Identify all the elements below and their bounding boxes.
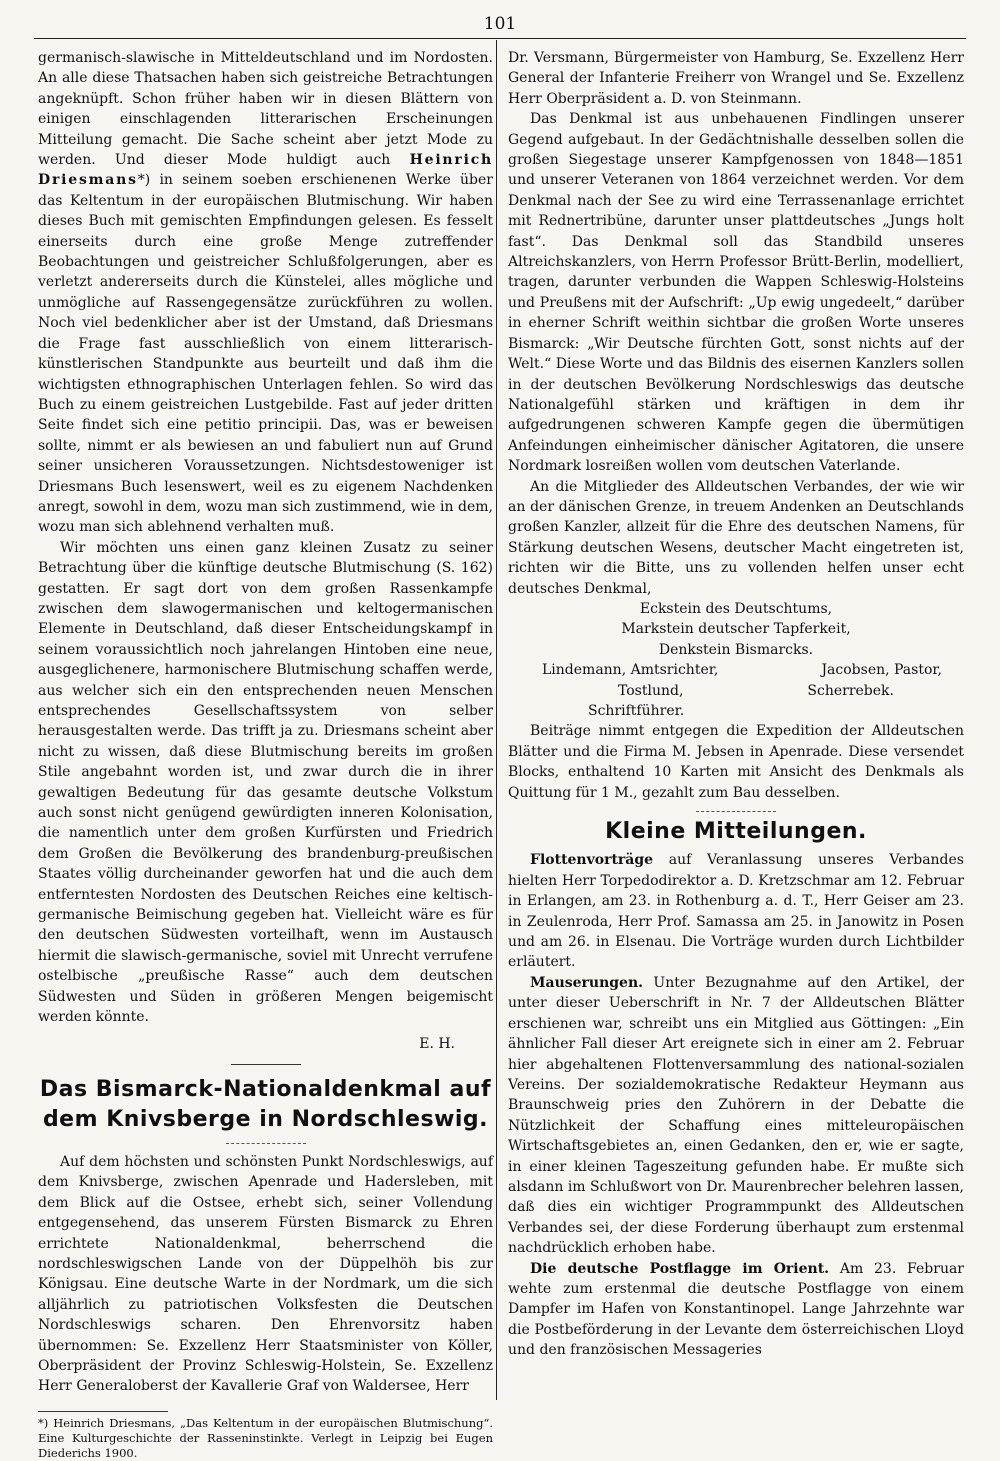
signatory-place: Scherrebek. [807, 682, 894, 699]
section-rule [696, 811, 776, 812]
signatory: Tostlund, [618, 682, 684, 699]
signature: E. H. [419, 1035, 455, 1052]
paragraph: Auf dem höchsten und schönsten Punkt Nordschleswigs, auf dem Knivsberge, zwischen Apenrade und Hadersleben, mit dem Blick auf die Ostsee, erhebt sich, seiner Vollendung entgegensehend, das unserem Fürsten Bismarck zu Ehren errichtete Nationaldenkmal, beherrschend die nordschleswigschen Lande von der Düppelhöh bis zur Königsau. Eine deutsche Warte in der Nordmark, um die sich alljährlich zu patriotischen Volksfesten die Deutschen Nordschleswigs scharen. Den Ehrenvorsitz haben übernommen: Se. Exzellenz Herr Staatsminister von Köller, Oberpräsident der Provinz Schleswig-Holstein, Se. Exzellenz Herr Generaloberst der Kavallerie Graf von Waldersee, Herr [38, 1153, 493, 1395]
page-number: 101 [483, 14, 517, 34]
paragraph-text: Am 23. Februar wehte zum erstenmal die deutsche Postflagge von einem Dampfer im Hafen von Konstantinopel. Lange Jahrzehnte war die Postbeförderung in der Levante dem österreichischen Lloyd und den französischen Messageries [508, 1260, 965, 1359]
footnote: *) Heinrich Driesmans, „Das Keltentum in der europäischen Blutmischung“. Eine Kulturgeschichte der Rasseninstinkte. Verlegt in Leipzig bei Eugen Diederichs 1900. [38, 1415, 493, 1460]
paragraph-text: Unter Bezugnahme auf den Artikel, der unter dieser Ueberschrift in Nr. 7 der Alldeutschen Blätter erschienen war, schreibt uns ein Mitglied aus Göttingen: „Ein ähnlicher Fall dieser Art ereignete sich in einer am 2. Februar hier abgehaltenen Flottenversammlung des national-sozialen Vereins. Der sozialdemokratische Redakteur Heymann aus Braunschweig pries den Zuhörern in der Debatte die Nützlichkeit der Schaffung eines mitteleuropäischen Wirtschaftsgebietes an, einen Gedanken, den er, wie er sagte, in einer kleinen Tageszeitung gefunden habe. Er mußte sich alsdann im Schlußwort von Dr. Maurenbrecher belehren lassen, daß dies ein wichtiger Programmpunkt des Alldeutschen Verbandes sei, der diese Forderung überhaupt zum erstenmal nachdrücklich erhoben habe. [508, 974, 964, 1257]
paragraph: Dr. Versmann, Bürgermeister von Hamburg, Se. Exzellenz Herr General der Infanterie Freiherr von Wrangel und Se. Exzellenz Herr Oberpräsident a. D. von Steinmann. [508, 50, 964, 107]
paragraph-text: *) in seinem soeben erschienenen Werke über das Keltentum in der europäischen Blutmischung. Wir haben dieses Buch mit gemischten Empfindungen gelesen. Es fesselt einerseits durch eine große Menge zutreffender Beobachtungen und geistreicher Schlußfolgerungen, aber es verletzt andererseits durch die Künstelei, alles mögliche und unmögliche auf Rassengegensätze zurückführen zu wollen. Noch viel bedenklicher aber ist der Umstand, daß Driesmans die Frage fast ausschließlich von einem litterarisch-künstlerischen Standpunkte aus beurteilt und daß ihm die wichtigsten ethnographischen Unterlagen fehlen. So wird das Buch zu einem geistreichen Lustgebilde. Fast auf jeder dritten Seite findet sich eine petitio principii. Das, was er beweisen sollte, nimmt er als bewiesen an und fabuliert nun auf Grund seiner unsicheren Voraussetzungen. Nichtsdestoweniger ist Driesmans Buch lesenswert, weil es zu eigenem Nachdenken anregt, sowohl in dem, wozu man sich zustimmend, wie in dem, wozu man sich ablehnend verhalten muß. [38, 172, 493, 536]
footnote-rule [38, 1411, 168, 1412]
paragraph [508, 1259, 964, 1361]
motto-line: Markstein deutscher Tapferkeit, [621, 621, 851, 638]
paragraph: Wir möchten uns einen ganz kleinen Zusatz zu seiner Betrachtung über die künftige deutsche Blutmischung (S. 162) gestatten. Er sagt dort von dem großen Rassenkampfe zwischen dem slawogermanischen und keltogermanischen Elemente in Deutschland, daß dieser Entscheidungskampf in seinem voraussichtlich noch jahrelangen Hintoben eine neue, ausgeglichenere, harmonischere Blutmischung schaffen werde, aus welcher sich ein den entsprechenden neuen Menschen entsprechendes Gesellschaftssystem von selber herausgestalten werde. Das trifft ja zu. Driesmans scheint aber nicht zu wissen, daß diese Blutmischung bereits im großen Stile angebahnt worden ist, und zwar durch die in ihrer gewaltigen Bedeutung für das gesamte deutsche Volkstum auch sonst nicht genügend gewürdigten inneren Kolonisation, die namentlich unter dem großen Kurfürsten und Friedrich dem Großen die Bevölkerung des brandenburg-preußischen Staates völlig durcheinander geworfen hat und die auch dem entferntesten Nordosten des Deutschen Reiches eine keltisch-germanische Beimischung gegeben hat. Vielleicht wäre es für den deutschen Südwesten vorteilhaft, wenn im Austausch hiermit die slawisch-germanische, soviel mit Unrecht verrufene ostelbische „preußische Rasse“ auch dem deutschen Südwesten und Süden in größeren Mengen beigemischt werden könnte. [38, 539, 493, 1026]
motto-line: Denkstein Bismarcks. [658, 641, 814, 658]
section-heading: Kleine Mitteilungen. [605, 819, 867, 845]
signature-line [508, 681, 964, 701]
signatory: Lindemann, Amtsrichter, [542, 662, 719, 679]
section-rule [231, 1064, 301, 1065]
signature-line [508, 660, 964, 680]
paragraph [38, 48, 493, 538]
paragraph [508, 973, 964, 1259]
right-column [508, 48, 964, 1361]
signatory-role: Schriftführer. [588, 703, 685, 719]
paragraph: Beiträge nimmt entgegen die Expedition der Alldeutschen Blätter und die Firma M. Jebsen in Apenrade. Diese versendet Blocks, enthaltend 10 Karten mit Ansicht des Denkmals als Quittung für 1 M., gezahlt zum Bau desselben. [508, 723, 964, 801]
motto-line: Eckstein des Deutschtums, [639, 600, 833, 617]
top-rule [34, 38, 966, 39]
author-name: Heinrich Driesmans [38, 152, 494, 189]
left-column [38, 48, 493, 1461]
paragraph-text: germanisch-slawische in Mitteldeutschland und im Nordosten. An alle diese Thatsachen haben sich geistreiche Betrachtungen angeknüpft. Schon früher haben wir in diesen Blättern von einigen einschlagenden litterarischen Erscheinungen Mitteilung gemacht. Die Sache scheint aber jetzt Mode zu werden. Und dieser Mode huldigt auch [38, 50, 493, 169]
paragraph-text: auf Veranlassung unseres Verbandes hielten Herr Torpedodirektor a. D. Kretzschmar am 12. Februar in Erlangen, am 23. in Rothenburg a. d. T., Herr Geiser am 23. in Zeulenroda, Herr Prof. Samassa am 25. in Janowitz in Posen und am 26. in Elsenau. Die Vorträge wurden durch Lichtbilder erläutert. [508, 852, 964, 971]
paragraph: Das Denkmal ist aus unbehauenen Findlingen unserer Gegend aufgebaut. In der Gedächtnishalle desselben sollen die großen Siegestage unserer Kampfgenossen von 1848—1851 und unserer Veteranen von 1864 verzeichnet werden. Vor dem Denkmal nach der See zu wird eine Terrassenanlage errichtet mit Rednertribüne, darunter unser plattdeutsches „Jungs holt fast“. Das Denkmal soll das Standbild unseres Altreichskanzlers, von Herrn Professor Brütt-Berlin, modelliert, tragen, darunter verbunden die Wappen Schleswig-Holsteins und Preußens mit der Aufschrift: „Up ewig ungedeelt,“ darüber in eherner Schrift weithin sichtbar die großen Worte unseres Bismarck: „Wir Deutsche fürchten Gott, sonst nichts auf der Welt.“ Diese Worte und das Bildnis des eisernen Kanzlers sollen in der deutschen Bevölkerung Nordschleswigs das deutsche Nationalgefühl stärken und kräftigen in dem ihr aufgedrungenen schweren Kampfe gegen die übermütigen Anfeindungen einheimischer dänischer Agitatoren, die unsere Nordmark losreißen wollen vom deutschen Vaterlande. [508, 111, 964, 475]
paragraph: An die Mitglieder des Alldeutschen Verbandes, der wie wir an der dänischen Grenze, in treuem Andenken an Deutschlands großen Kanzler, allzeit für die Ehre des deutschen Namens, für Stärkung deutschen Wesens, deutscher Macht eingetreten ist, richten wir die Bitte, uns zu vollenden helfen unser echt deutsches Denkmal, [508, 478, 964, 597]
column-divider [496, 40, 497, 1400]
item-lead: Mauserungen. [530, 974, 644, 991]
signatory: Jacobsen, Pastor, [821, 662, 942, 679]
heading-rule [226, 1143, 306, 1144]
item-lead: Flottenvorträge [530, 852, 654, 869]
paragraph [508, 850, 964, 972]
article-heading: Das Bismarck-Nationaldenkmal auf dem Knivsberge in Nordschleswig. [39, 1076, 492, 1132]
item-lead: Die deutsche Postflagge im Orient. [530, 1260, 830, 1277]
